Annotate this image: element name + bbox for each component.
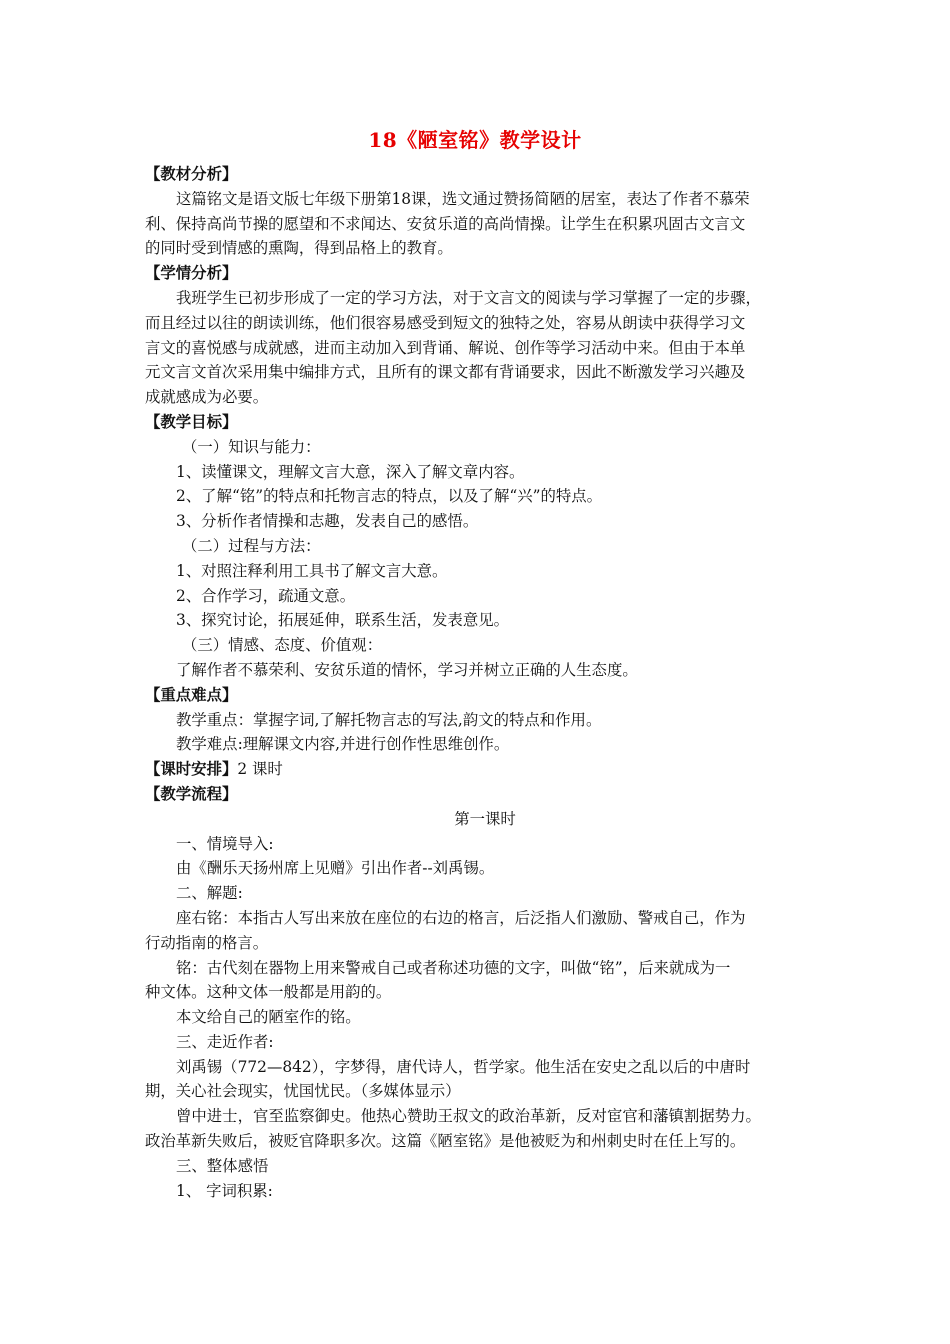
section-heading-label: 【重点难点】 [145, 685, 238, 704]
body-text-line: 本文给自己的陋室作的铭。 [176, 1008, 361, 1027]
section-heading-label: 【课时安排】 [145, 760, 238, 779]
body-text-line: 教学难点:理解课文内容,并进行创作性思维创作。 [176, 735, 510, 754]
body-text-line: 种文体。这种文体一般都是用韵的。 [145, 983, 392, 1002]
body-text-line: 座右铭：本指古人写出来放在座位的右边的格言，后泛指人们激励、警戒自己，作为 [176, 908, 746, 927]
body-text-line: 1、 字词积累: [176, 1181, 273, 1200]
body-text-line: 而且经过以往的朗读训练，他们很容易感受到短文的独特之处，容易从朗读中获得学习文 [145, 313, 746, 332]
body-text-line: 二、解题: [176, 884, 243, 903]
section-heading [145, 410, 825, 435]
body-text-line: 这篇铭文是语文版七年级下册第18课，选文通过赞扬简陋的居室，表达了作者不慕荣 [176, 189, 750, 208]
body-text-line: 三、走近作者: [176, 1032, 274, 1051]
body-text-line: 行动指南的格言。 [145, 933, 269, 952]
body-text-line: 元文言文首次采用集中编排方式，且所有的课文都有背诵要求，因此不断激发学习兴趣及 [145, 363, 746, 382]
section-heading-label: 【学情分析】 [145, 264, 238, 283]
body-text-line: （二）过程与方法： [182, 536, 321, 555]
section-heading-label: 【教学流程】 [145, 784, 238, 803]
body-text-line: 2、合作学习，疏通文意。 [176, 586, 356, 605]
body-text-line: 利、保持高尚节操的愿望和不求闻达、安贫乐道的高尚情操。让学生在积累巩固古文言文 [145, 214, 746, 233]
section-heading [145, 757, 825, 782]
body-text-line: （一）知识与能力： [182, 437, 321, 456]
section-heading [145, 782, 825, 807]
body-text-line: 1、对照注释利用工具书了解文言大意。 [176, 561, 448, 580]
body-text-line: 我班学生已初步形成了一定的学习方法，对于文言文的阅读与学习掌握了一定的步骤， [176, 288, 761, 307]
body-text-line: 3、分析作者情操和志趣，发表自己的感悟。 [176, 512, 479, 531]
document-body [145, 162, 825, 1203]
body-text-line: （三）情感、态度、价值观： [182, 636, 383, 655]
body-text-line: 教学重点：掌握字词,了解托物言志的写法,韵文的特点和作用。 [176, 710, 602, 729]
body-text-line: 政治革新失败后，被贬官降职多次。这篇《陋室铭》是他被贬为和州刺史时在任上写的。 [145, 1132, 746, 1151]
body-text-line: 3、探究讨论，拓展延伸，联系生活，发表意见。 [176, 611, 509, 630]
body-text-line: 言文的喜悦感与成就感，进而主动加入到背诵、解说、创作等学习活动中来。但由于本单 [145, 338, 746, 357]
body-text-line: 铭：古代刻在器物上用来警戒自己或者称述功德的文字，叫做“铭”，后来就成为一 [176, 958, 731, 977]
body-text-line: 成就感成为必要。 [145, 388, 269, 407]
body-text-line: 了解作者不慕荣利、安贫乐道的情怀，学习并树立正确的人生态度。 [176, 660, 638, 679]
section-heading [145, 162, 825, 187]
body-text-line: 三、整体感悟 [176, 1156, 269, 1175]
section-heading-value: 2 课时 [237, 760, 283, 779]
body-text-line: 由《酬乐天扬州席上见赠》引出作者--刘禹锡。 [176, 859, 495, 878]
lesson-subtitle: 第一课时 [454, 809, 516, 828]
body-text-line: 一、情境导入: [176, 834, 274, 853]
section-heading [145, 261, 825, 286]
body-text-line: 期，关心社会现实，忧国忧民。（多媒体显示） [145, 1082, 461, 1101]
section-heading [145, 683, 825, 708]
body-text-line: 刘禹锡（772—842），字梦得，唐代诗人，哲学家。他生活在安史之乱以后的中唐时 [176, 1057, 751, 1076]
body-text-line: 1、读懂课文，理解文言大意，深入了解文章内容。 [176, 462, 525, 481]
section-heading-label: 【教学目标】 [145, 412, 238, 431]
document-title: 18《陋室铭》教学设计 [368, 128, 582, 152]
body-text-line: 2、了解“铭”的特点和托物言志的特点，以及了解“兴”的特点。 [176, 487, 603, 506]
body-text-line: 曾中进士，官至监察御史。他热心赞助王叔文的政治革新，反对宦官和藩镇割据势力。 [176, 1107, 761, 1126]
section-heading-label: 【教材分析】 [145, 165, 238, 183]
body-text-line: 的同时受到情感的熏陶，得到品格上的教育。 [145, 239, 453, 258]
